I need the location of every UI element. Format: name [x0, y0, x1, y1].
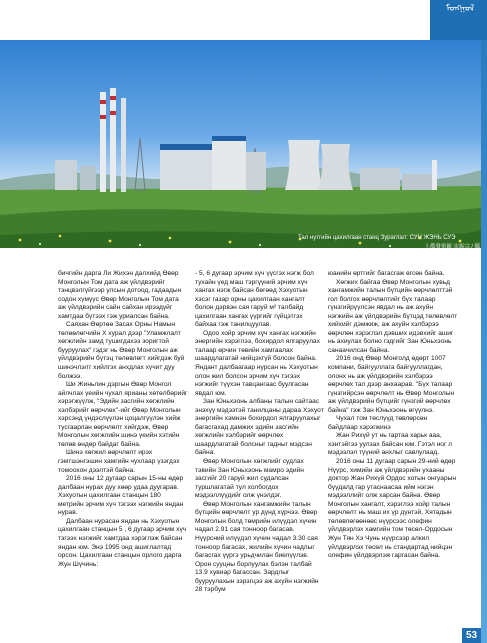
- paragraph: Шинэ хөгжил өөрчлөлт ирэх гэмтшэнгэшин хамгийн чухлаар үзэгдэх томоохон дээлтэй байна.: [58, 449, 180, 474]
- text-column-2: [195, 270, 325, 595]
- paragraph: Ши Жиньлин дэргын Өвөр Монгол айлчлах үеийн чухал ярианы хөтөлбөрийг хэрэгжүүлж, "Эдийн засгийн хөгжлийн хэлбэрийг өөрчлөх"-ийг Өвөр Монголын хэрсэнд үндэслүүлэн цоцалгүүлэн хийж тусгаарлан өөрчлөлт хийгдэж, Өвөр Монголын хөгжлийн шинэ үеийн хэтийн төлөв өндөр байдаг байна.: [58, 381, 188, 448]
- paragraph: 2016 онд Өвөр Монголд өдөрт 1007 компани, байгууллага байгууллагдан, олонх нь аж үйлдвэрийн хэлбэрээ өөрчлөх тал дээр анхаарав. "Бүх талаар гүнзгийрсэн өөрчлөлт нь Өвөр Монголын аж үйлдвэрийн бүтцийг гүнзгий өөрчлөх байна" гэж Зан Юньхэонь өгүүлнэ.: [328, 355, 455, 414]
- text-column-1: [58, 270, 188, 569]
- text-column-3: [328, 270, 458, 561]
- paragraph: Өвөр Монголын хангамжийн талын бүтцийн өөрчлөлт ур дүнд хүрчээ. Өвөр Монголын болд төмрийн илүүдэл хүчин чадал 2.91 сая тонноор багасав. Нүүрсний илүүдэл хүчин чадал 3.30 сая тонноор багасах, жилийн хүчин чадлыг багасгах үүргэ урьдчилан биелүүлэв. Орон сууцны борлуулах бэлэн талбай 13.9 хувиар багассан. Зардлыг бууруулахын зэрэгцээ аж ахуйн нэгжийн 28 тэрбум: [195, 500, 319, 594]
- photo-caption: Тал нутгийн цахилгаан станц Зураглал: СУН ЖЭНЬ СУЭ: [298, 235, 456, 241]
- paragraph: Жан Рихүй ут нь гартаа харьк ааа, хэнтэйгээ уулзах байсан юм. Гэтэл ног л мэдээлэл түүний анхлыг савлулаад.: [328, 432, 453, 457]
- paragraph: 2016 оны 12 дугаар сарын 15-ны өдөр далбаан нурах дуу хөөр удаа дуугарав. Хэхуотын цахилгаан станцын 180 метрийн эрчим хүч тэгээх нэгжийн яндан нурав.: [58, 475, 184, 517]
- paragraph: Зан Юньхэонь албаны талын сайтаас энэхүү мэдээтэй танилцаны дараа Хэхуот энергийн хэмнэн бохирдол ялгаруулахыг багасгахад дамжих эдийн засгийн хөгжлийн хэлбэрийг өөрчлөх шаардлагатай болсныг гадныг мэдсэн байна.: [195, 398, 324, 457]
- photo-caption-source: 上都發電廠 宋振宗 / 攝: [424, 244, 480, 250]
- paragraph: Саяхан Өөртөө Засах Орны Намын төлөөлөгчийн Х хурал дээр "Уламжлалт хөгжлийн замд тушигдахээ зоригтой бууруулах" гэдэг нь Өвөр Монголын аж үйлдвэрийн бүтэц төлөвлөгт хийгдэж буй шинэчлэлт хийлгэх анхдлах хүчит дуу болжээ.: [58, 321, 185, 380]
- page-number: 53: [462, 628, 481, 643]
- paragraph: Хөгжих байгаа Өвөр Монголын хувьд хангамжийн талын бүтцийн өөрчлөлттэй гол болгох өөрчлөлтийг бүх талаар гүнзгийрүүлсэн явдал нь аж ахуйн нэгжийн аж үйлдвэрийн бүтцэд төлөвлөлт хийхийг дэмжиж, аж ахуйн хэлбэрээ өөрчлөн хэрэглэл дэвших идэвхийг ашиг нь ахиулах болно гэдгийг Зан Юньхэонь санаачилсан байна.: [328, 278, 458, 354]
- power-plant-photo: [0, 40, 481, 248]
- paragraph: юанийн өртгийг багасгаж өгсөн байна.: [328, 270, 445, 277]
- paragraph: Өвөр Монголын хөгжлийг судлах тэвийн Зан Юньхэонь мамро эдийн засгийг 20 гаруй жил судалсан туршлагатай тул холбогдох мэдээллүүдийг олж үнэлдэг.: [195, 458, 304, 500]
- paragraph: бичгийн дарга Ли Жихэн далхийд Өвөр Монголын Том дата аж үйлдвэрийг тэнцвэлгүйгээр улсын дотоод, гадаадын содон хүмүүс Өвөр Монголын Том дата аж үйлдвэрийн сайн сайхан ирээдүйг хамтдаа бүтээх гэж уриалсан байна.: [58, 270, 182, 320]
- paragraph: - 5, 6 дугаар эрчим хүч үүсгэх нэгж бол тухайн үед маш тэргүүний эрчим хүч хангах нэгж байсан бөгөөд Хэхуотын хэсэг газар орны цахилгаан хангалт болон дэрвэн сая гаруй м² талбайд цахилгаан хангах үүргийг гүйцэтгэх байхаа гэж танилцуулав.: [195, 270, 314, 329]
- paragraph: 2016 оны 11 дугаар сарын 29-ний өдөр Нүүрс, химийн аж үйлдвэрийн ухааны доктор Жан Рихүй Ордос хотын онгуарын бүүдалд гар утаснаасаа ийм нэгэн мэдээллийг олж харсан байна. Өвөр Монголын хангалт, хэрэглээ хойр талын өөрчлөлт нь маш их үр дүнтэй, Хятадын төлөвлөгөөнөөс нүүрсээс олефин үйлдвэрлэх хамгийн том төсөл-Ордосын Жун Тян Хэ Чунь нүүрсээр алкил үйлдвэрлэх төсөл нь стандартад нийцэн олефин үйлдвэрлэж гаргасан байна.: [328, 458, 456, 560]
- power-plant-illustration: [0, 40, 481, 248]
- header-script: ᠮᠣᠩᠭᠣᠯ: [445, 4, 475, 14]
- edge-stripe: [481, 40, 487, 643]
- paragraph: Одоо хойр эрчим хүч хангах нэгжийн энергийн хэрэглээ, бохирдол ялгаруулах талаар өрчин төвийн хамгаалах шаардлагатай нийцэхгүй болсон байна. Яндант далбаагаар нурсан нь Хэхуотын олон жил болсон эрчим хүч тэгээх нэгжийг түүхэн тавцангаас буулгасан явдал юм.: [195, 329, 320, 397]
- paragraph: Чухал том төслүүд төвлөрсөн байдлаар хэрэгжинэ: [328, 415, 428, 431]
- paragraph: Далбаан нурасан яндан нь Хэхуотын цахилгаан станцын 5 , 6 дугаар эрчим хүч тэгээх нэгжийг хамтдаа хэрэглэж байсан яндан юм. Энэ 1995 онд ашиглалтад орсон. Цахилгаан станцын орлого дарга Жун Шүчинь:: [58, 517, 187, 568]
